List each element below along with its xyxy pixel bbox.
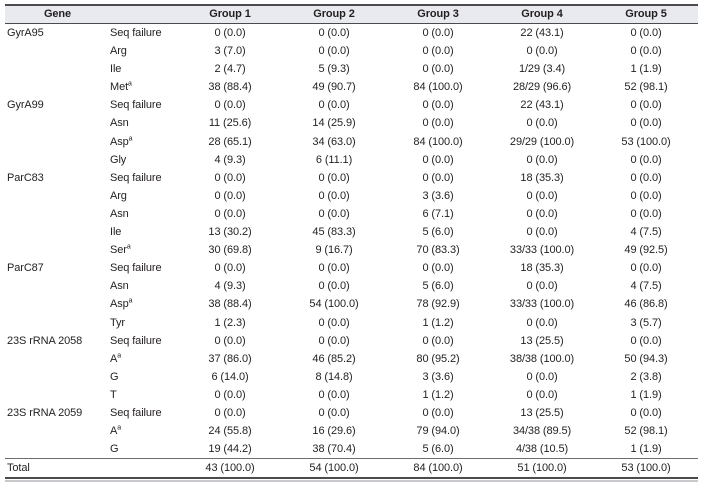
value-cell: 19 (44.2) bbox=[208, 443, 252, 456]
footnote-marker: a bbox=[117, 352, 122, 360]
table-header bbox=[5, 5, 698, 24]
value-cell: 34/38 (89.5) bbox=[512, 425, 572, 438]
table-row bbox=[5, 259, 698, 277]
gene-name-cell bbox=[5, 114, 110, 132]
value-cell: 50 (94.3) bbox=[624, 352, 668, 365]
value-cell: 0 (0.0) bbox=[630, 189, 662, 202]
value-cell: 8 (14.8) bbox=[315, 370, 353, 383]
mutation-cell: Asp$^a$ bbox=[110, 297, 133, 311]
value-cell: 1/29 (3.4) bbox=[518, 63, 566, 76]
value-cell: 5 (6.0) bbox=[422, 443, 454, 456]
gene-name-cell bbox=[5, 60, 110, 78]
gene-name-cell: GyrA95 bbox=[7, 27, 44, 39]
value-cell: 84 (100.0) bbox=[413, 135, 463, 148]
footnote-marker: a bbox=[117, 424, 122, 432]
value-cell: 6 (7.1) bbox=[422, 207, 454, 220]
empty-cell bbox=[110, 459, 178, 479]
value-cell: 0 (0.0) bbox=[318, 406, 350, 419]
mutation-cell: G bbox=[110, 370, 119, 383]
table-row bbox=[5, 169, 698, 187]
table-row bbox=[5, 277, 698, 295]
value-cell: 0 (0.0) bbox=[422, 117, 454, 130]
gene-name-cell: ParC83 bbox=[7, 171, 44, 184]
footnote-marker: a bbox=[128, 80, 132, 88]
mutation-cell: Seq failure bbox=[110, 334, 162, 347]
value-cell: 0 (0.0) bbox=[422, 27, 454, 39]
value-cell: 34 (63.0) bbox=[312, 135, 356, 148]
value-cell: 52 (98.1) bbox=[624, 425, 668, 438]
group-column-header: Group 5 bbox=[594, 5, 698, 24]
value-cell: 1 (1.9) bbox=[630, 443, 662, 456]
value-cell: 30 (69.8) bbox=[208, 244, 252, 257]
gene-name-cell: 23S rRNA 2059 bbox=[7, 406, 83, 419]
results-table bbox=[5, 4, 698, 479]
group-column-header: Group 1 bbox=[178, 5, 282, 24]
bottom-rule bbox=[5, 480, 698, 482]
table-row bbox=[5, 295, 698, 313]
table-row bbox=[5, 223, 698, 241]
value-cell: 0 (0.0) bbox=[214, 171, 246, 184]
value-cell: 0 (0.0) bbox=[630, 406, 662, 419]
value-cell: 33/33 (100.0) bbox=[509, 298, 575, 311]
value-cell: 0 (0.0) bbox=[318, 280, 350, 293]
value-cell: 45 (83.3) bbox=[312, 226, 356, 239]
total-value-cell: 53 (100.0) bbox=[594, 459, 698, 479]
table-row bbox=[5, 114, 698, 132]
value-cell: 13 (25.5) bbox=[520, 406, 564, 419]
value-cell: 0 (0.0) bbox=[630, 153, 662, 166]
value-cell: 0 (0.0) bbox=[318, 262, 350, 275]
group-column-header: Group 4 bbox=[490, 5, 594, 24]
value-cell: 0 (0.0) bbox=[630, 171, 662, 184]
footnote-marker: a bbox=[128, 134, 133, 142]
group-column-header: Group 2 bbox=[282, 5, 386, 24]
value-cell: 0 (0.0) bbox=[318, 207, 350, 220]
mutation-cell: Seq failure bbox=[110, 27, 162, 39]
value-cell: 0 (0.0) bbox=[526, 226, 558, 239]
value-cell: 0 (0.0) bbox=[318, 171, 350, 184]
value-cell: 0 (0.0) bbox=[422, 262, 454, 275]
value-cell: 5 (6.0) bbox=[422, 280, 454, 293]
value-cell: 14 (25.9) bbox=[312, 117, 356, 130]
value-cell: 0 (0.0) bbox=[422, 153, 454, 166]
value-cell: 0 (0.0) bbox=[214, 189, 246, 202]
mutation-cell: Tyr bbox=[110, 316, 125, 329]
value-cell: 13 (30.2) bbox=[208, 226, 252, 239]
value-cell: 24 (55.8) bbox=[208, 425, 252, 438]
value-cell: 3 (7.0) bbox=[214, 45, 246, 58]
value-cell: 52 (98.1) bbox=[624, 81, 668, 94]
gene-name-cell bbox=[5, 205, 110, 223]
value-cell: 49 (92.5) bbox=[624, 244, 668, 257]
mutation-cell: Arg bbox=[110, 45, 127, 58]
total-value-cell: 54 (100.0) bbox=[282, 459, 386, 479]
value-cell: 37 (86.0) bbox=[208, 352, 252, 365]
value-cell: 0 (0.0) bbox=[422, 406, 454, 419]
value-cell: 0 (0.0) bbox=[526, 388, 558, 401]
value-cell: 0 (0.0) bbox=[630, 117, 662, 130]
gene-name-cell bbox=[5, 350, 110, 368]
value-cell: 0 (0.0) bbox=[318, 334, 350, 347]
value-cell: 3 (3.6) bbox=[422, 370, 454, 383]
mutation-cell: Gly bbox=[110, 153, 127, 166]
header-row bbox=[5, 5, 698, 24]
gene-name-cell: GyrA99 bbox=[7, 99, 44, 112]
value-cell: 1 (1.9) bbox=[630, 388, 662, 401]
table-row bbox=[5, 404, 698, 422]
total-value-cell: 84 (100.0) bbox=[386, 459, 490, 479]
value-cell: 0 (0.0) bbox=[318, 388, 350, 401]
value-cell: 0 (0.0) bbox=[422, 171, 454, 184]
value-cell: 0 (0.0) bbox=[422, 334, 454, 347]
value-cell: 4 (9.3) bbox=[214, 153, 246, 166]
value-cell: 0 (0.0) bbox=[526, 207, 558, 220]
value-cell: 1 (1.2) bbox=[422, 316, 454, 329]
total-row bbox=[5, 459, 698, 479]
mutation-cell: Ile bbox=[110, 226, 122, 239]
value-cell: 11 (25.6) bbox=[208, 117, 252, 130]
value-cell: 54 (100.0) bbox=[309, 298, 359, 311]
value-cell: 0 (0.0) bbox=[526, 370, 558, 383]
value-cell: 1 (1.2) bbox=[422, 388, 454, 401]
value-cell: 0 (0.0) bbox=[214, 27, 246, 39]
value-cell: 4 (9.3) bbox=[214, 280, 246, 293]
value-cell: 0 (0.0) bbox=[214, 207, 246, 220]
mutation-cell: Met$^a$ bbox=[110, 80, 132, 94]
mutation-cell: Asp$^a$ bbox=[110, 134, 133, 148]
value-cell: 22 (43.1) bbox=[520, 99, 564, 112]
mutation-cell: Arg bbox=[110, 189, 127, 202]
value-cell: 5 (6.0) bbox=[422, 226, 454, 239]
value-cell: 0 (0.0) bbox=[214, 262, 246, 275]
value-cell: 0 (0.0) bbox=[214, 99, 246, 112]
value-cell: 3 (5.7) bbox=[630, 316, 662, 329]
value-cell: 53 (100.0) bbox=[621, 135, 671, 148]
value-cell: 4 (7.5) bbox=[630, 226, 662, 239]
value-cell: 46 (85.2) bbox=[312, 352, 356, 365]
value-cell: 38 (88.4) bbox=[208, 298, 252, 311]
value-cell: 0 (0.0) bbox=[526, 316, 558, 329]
table-row bbox=[5, 386, 698, 404]
table-body bbox=[5, 24, 698, 479]
mutation-cell: Seq failure bbox=[110, 99, 162, 112]
value-cell: 79 (94.0) bbox=[416, 425, 460, 438]
table-row bbox=[5, 187, 698, 205]
table-row bbox=[5, 332, 698, 350]
mutation-cell: Ile bbox=[110, 63, 122, 76]
value-cell: 0 (0.0) bbox=[526, 117, 558, 130]
value-cell: 9 (16.7) bbox=[315, 244, 353, 257]
table-row bbox=[5, 60, 698, 78]
value-cell: 38 (88.4) bbox=[208, 81, 252, 94]
gene-column-header: Gene bbox=[5, 5, 110, 24]
value-cell: 0 (0.0) bbox=[318, 189, 350, 202]
gene-name-cell bbox=[5, 133, 110, 151]
gene-name-cell bbox=[5, 277, 110, 295]
table-row bbox=[5, 314, 698, 332]
value-cell: 29/29 (100.0) bbox=[509, 135, 575, 148]
value-cell: 49 (90.7) bbox=[312, 81, 356, 94]
gene-name-cell bbox=[5, 151, 110, 169]
value-cell: 38 (70.4) bbox=[312, 443, 356, 456]
value-cell: 13 (25.5) bbox=[520, 334, 564, 347]
gene-name-cell: ParC87 bbox=[7, 262, 44, 275]
value-cell: 78 (92.9) bbox=[416, 298, 460, 311]
value-cell: 46 (86.8) bbox=[624, 298, 668, 311]
value-cell: 3 (3.6) bbox=[422, 189, 454, 202]
total-label-cell: Total bbox=[5, 459, 110, 479]
mutation-cell: $A^a$ bbox=[110, 424, 122, 438]
mutation-cell: T bbox=[110, 388, 117, 401]
table-row bbox=[5, 133, 698, 151]
table-row bbox=[5, 96, 698, 114]
value-cell: 4/38 (10.5) bbox=[515, 443, 569, 456]
gene-name-cell bbox=[5, 42, 110, 60]
mutation-column-header bbox=[110, 5, 178, 24]
value-cell: 0 (0.0) bbox=[630, 45, 662, 58]
value-cell: 0 (0.0) bbox=[214, 406, 246, 419]
mutation-cell: Ser$^a$ bbox=[110, 243, 131, 257]
value-cell: 28 (65.1) bbox=[208, 135, 252, 148]
gene-name-cell bbox=[5, 78, 110, 96]
total-value-cell: 43 (100.0) bbox=[178, 459, 282, 479]
footnote-marker: a bbox=[126, 243, 131, 251]
gene-name-cell bbox=[5, 422, 110, 440]
gene-name-cell bbox=[5, 223, 110, 241]
value-cell: 0 (0.0) bbox=[526, 189, 558, 202]
value-cell: 0 (0.0) bbox=[318, 27, 350, 39]
mutation-cell: Seq failure bbox=[110, 406, 162, 419]
table-row bbox=[5, 151, 698, 169]
table-row bbox=[5, 205, 698, 223]
table-row bbox=[5, 440, 698, 459]
value-cell: 0 (0.0) bbox=[422, 99, 454, 112]
gene-name-cell bbox=[5, 295, 110, 313]
value-cell: 4 (7.5) bbox=[630, 280, 662, 293]
value-cell: 0 (0.0) bbox=[422, 45, 454, 58]
value-cell: 2 (3.8) bbox=[630, 370, 662, 383]
mutation-cell: Asn bbox=[110, 280, 129, 293]
value-cell: 18 (35.3) bbox=[520, 171, 564, 184]
gene-name-cell bbox=[5, 386, 110, 404]
value-cell: 0 (0.0) bbox=[630, 27, 662, 39]
value-cell: 70 (83.3) bbox=[416, 244, 460, 257]
gene-name-cell bbox=[5, 241, 110, 259]
value-cell: 0 (0.0) bbox=[318, 99, 350, 112]
mutation-cell: Asn bbox=[110, 117, 129, 130]
value-cell: 28/29 (96.6) bbox=[512, 81, 572, 94]
value-cell: 0 (0.0) bbox=[214, 334, 246, 347]
value-cell: 80 (95.2) bbox=[416, 352, 460, 365]
group-column-header: Group 3 bbox=[386, 5, 490, 24]
value-cell: 0 (0.0) bbox=[214, 388, 246, 401]
value-cell: 0 (0.0) bbox=[630, 207, 662, 220]
value-cell: 1 (2.3) bbox=[214, 316, 246, 329]
value-cell: 6 (14.0) bbox=[211, 370, 249, 383]
value-cell: 2 (4.7) bbox=[214, 63, 246, 76]
value-cell: 22 (43.1) bbox=[520, 27, 564, 39]
value-cell: 16 (29.6) bbox=[312, 425, 356, 438]
value-cell: 0 (0.0) bbox=[526, 153, 558, 166]
value-cell: 5 (9.3) bbox=[318, 63, 350, 76]
value-cell: 0 (0.0) bbox=[630, 334, 662, 347]
gene-name-cell: 23S rRNA 2058 bbox=[7, 334, 83, 347]
value-cell: 0 (0.0) bbox=[526, 45, 558, 58]
table-row bbox=[5, 78, 698, 96]
value-cell: 6 (11.1) bbox=[315, 153, 353, 166]
table-row bbox=[5, 24, 698, 43]
gene-name-cell bbox=[5, 440, 110, 459]
footnote-marker: a bbox=[128, 297, 133, 305]
value-cell: 33/33 (100.0) bbox=[509, 244, 575, 257]
gene-name-cell bbox=[5, 368, 110, 386]
value-cell: 0 (0.0) bbox=[630, 99, 662, 112]
value-cell: 0 (0.0) bbox=[318, 45, 350, 58]
mutation-cell: Asn bbox=[110, 207, 129, 220]
table-row bbox=[5, 350, 698, 368]
value-cell: 38/38 (100.0) bbox=[509, 352, 575, 365]
table-row bbox=[5, 42, 698, 60]
mutation-cell: G bbox=[110, 443, 119, 456]
mutation-cell: $A^a$ bbox=[110, 352, 122, 365]
gene-name-cell bbox=[5, 187, 110, 205]
value-cell: 84 (100.0) bbox=[413, 81, 463, 94]
mutation-cell: Seq failure bbox=[110, 171, 162, 184]
value-cell: 0 (0.0) bbox=[630, 262, 662, 275]
mutation-cell: Seq failure bbox=[110, 262, 162, 275]
table-row bbox=[5, 422, 698, 440]
value-cell: 1 (1.9) bbox=[630, 63, 662, 76]
table-row bbox=[5, 241, 698, 259]
value-cell: 0 (0.0) bbox=[526, 280, 558, 293]
gene-name-cell bbox=[5, 314, 110, 332]
value-cell: 0 (0.0) bbox=[422, 63, 454, 76]
value-cell: 0 (0.0) bbox=[318, 316, 350, 329]
total-value-cell: 51 (100.0) bbox=[490, 459, 594, 479]
table-row bbox=[5, 368, 698, 386]
value-cell: 18 (35.3) bbox=[520, 262, 564, 275]
